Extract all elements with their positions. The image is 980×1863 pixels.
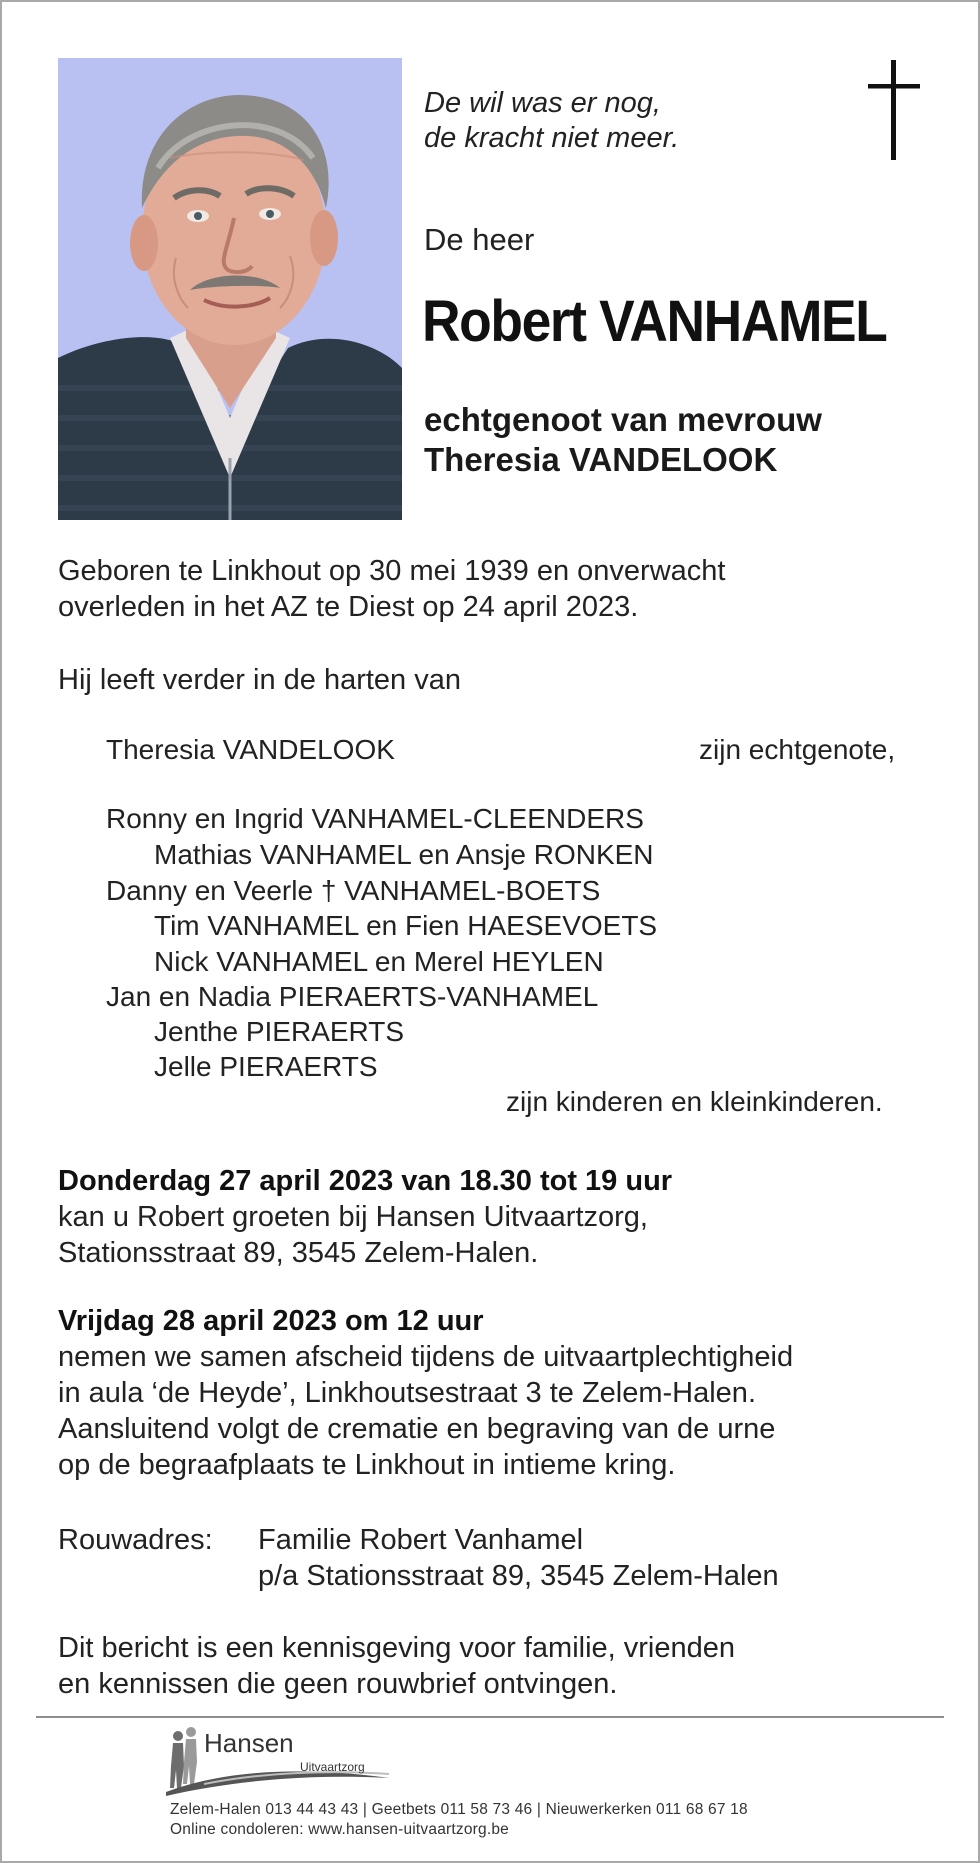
ceremony-heading: Vrijdag 28 april 2023 om 12 uur bbox=[58, 1305, 484, 1337]
mourning-address bbox=[258, 1522, 779, 1594]
address-line: Familie Robert Vanhamel bbox=[258, 1524, 584, 1556]
family-member: Danny en Veerle † VANHAMEL-BOETS bbox=[106, 875, 601, 906]
ceremony-line: in aula ‘de Heyde’, Linkhoutsestraat 3 te Zelem-Halen. bbox=[58, 1377, 756, 1409]
visitation-heading: Donderdag 27 april 2023 van 18.30 tot 19 uur bbox=[58, 1165, 673, 1197]
children-role: zijn kinderen en kleinkinderen. bbox=[506, 1086, 883, 1117]
family-member: Nick VANHAMEL en Merel HEYLEN bbox=[154, 946, 604, 977]
logo-subtitle: Uitvaartzorg bbox=[300, 1760, 365, 1774]
spouse-intro-line: echtgenoot van mevrouw bbox=[424, 401, 822, 438]
spouse-role: zijn echtgenote, bbox=[699, 734, 896, 765]
family-member: Jenthe PIERAERTS bbox=[154, 1016, 405, 1047]
portrait-illustration bbox=[58, 58, 402, 520]
spouse-name: Theresia VANDELOOK bbox=[106, 734, 395, 765]
contact-phones: Zelem-Halen 013 44 43 43 | Geetbets 011 58 73 46 | Nieuwerkerken 011 68 67 18 bbox=[170, 1801, 748, 1818]
text-line: Dit bericht is een kennisgeving voor familie, vrienden bbox=[58, 1632, 736, 1664]
footer-divider bbox=[36, 1716, 944, 1718]
memorial-verse bbox=[424, 86, 679, 156]
address-line: p/a Stationsstraat 89, 3545 Zelem-Halen bbox=[258, 1560, 779, 1592]
mourning-address-label: Rouwadres: bbox=[58, 1524, 213, 1556]
birth-death-text bbox=[58, 553, 725, 625]
visitation-line: kan u Robert groeten bij Hansen Uitvaartzorg, bbox=[58, 1201, 648, 1233]
family-member: Ronny en Ingrid VANHAMEL-CLEENDERS bbox=[106, 803, 644, 834]
ceremony-line: op de begraafplaats te Linkhout in intieme kring. bbox=[58, 1449, 676, 1481]
visitation-section bbox=[58, 1163, 672, 1271]
online-condolence: Online condoleren: www.hansen-uitvaartzorg.be bbox=[170, 1821, 509, 1838]
text-line: en kennissen die geen rouwbrief ontvingen. bbox=[58, 1668, 618, 1700]
spouse-intro-line: Theresia VANDELOOK bbox=[424, 441, 778, 478]
family-member: Mathias VANHAMEL en Ansje RONKEN bbox=[154, 839, 654, 870]
family-member: Tim VANHAMEL en Fien HAESEVOETS bbox=[154, 910, 658, 941]
cross-icon bbox=[868, 60, 920, 160]
verse-line: de kracht niet meer. bbox=[424, 122, 680, 154]
deceased-name: Robert VANHAMEL bbox=[422, 289, 887, 354]
logo-name: Hansen bbox=[204, 1728, 294, 1758]
verse-line: De wil was er nog, bbox=[424, 87, 661, 119]
title-prefix: De heer bbox=[424, 222, 535, 257]
portrait-photo bbox=[58, 58, 402, 520]
text-line: Geboren te Linkhout op 30 mei 1939 en onverwacht bbox=[58, 555, 726, 587]
notice-text bbox=[58, 1630, 735, 1702]
visitation-line: Stationsstraat 89, 3545 Zelem-Halen. bbox=[58, 1237, 539, 1269]
spouse-intro bbox=[424, 400, 822, 480]
ceremony-line: Aansluitend volgt de crematie en begraving van de urne bbox=[58, 1413, 776, 1445]
ceremony-section bbox=[58, 1303, 793, 1483]
family-member: Jan en Nadia PIERAERTS-VANHAMEL bbox=[106, 981, 599, 1012]
family-member: Jelle PIERAERTS bbox=[154, 1051, 378, 1082]
text-line: overleden in het AZ te Diest op 24 april 2023. bbox=[58, 591, 639, 623]
lives-on-text: Hij leeft verder in de harten van bbox=[58, 664, 461, 696]
ceremony-line: nemen we samen afscheid tijdens de uitvaartplechtigheid bbox=[58, 1341, 794, 1373]
footer-contact bbox=[170, 1800, 748, 1840]
